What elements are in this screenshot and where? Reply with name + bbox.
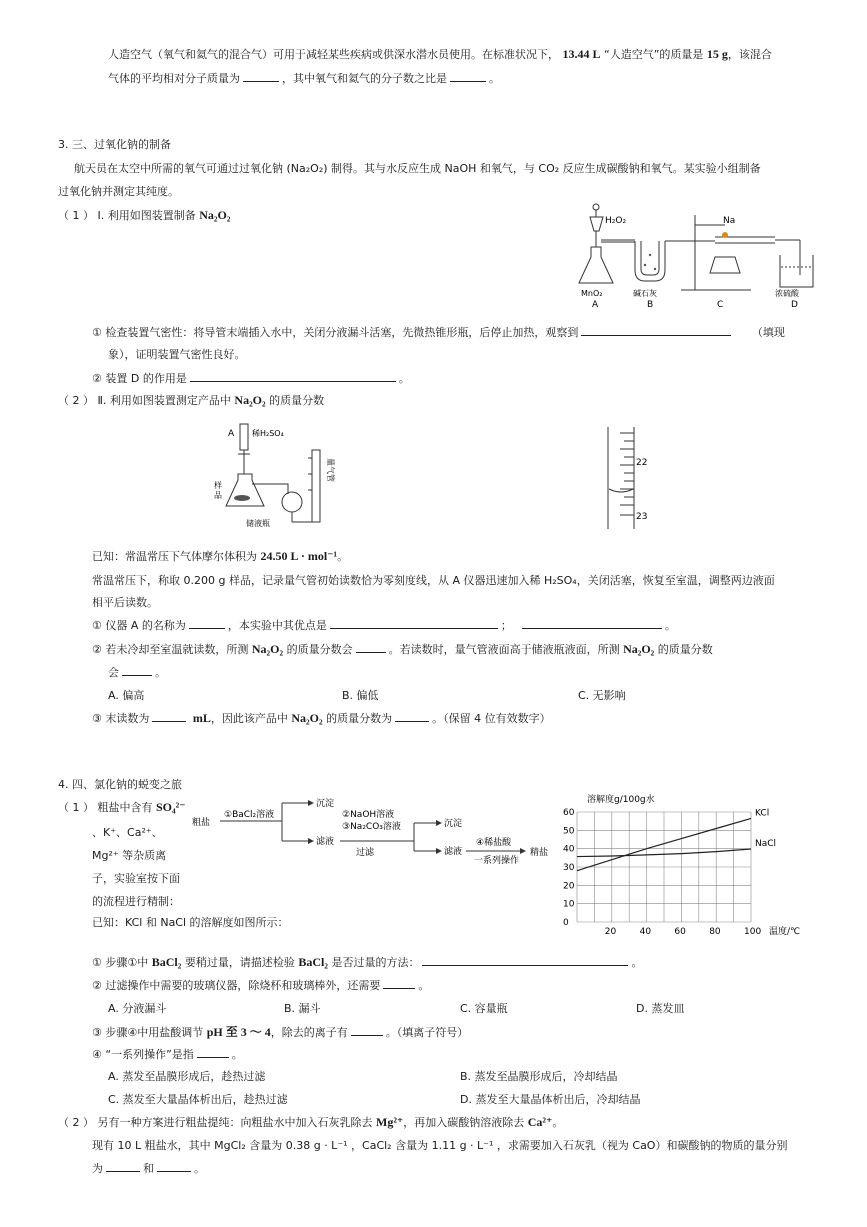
- step-text: 步骤④中用盐酸调节: [105, 1026, 204, 1039]
- part-text: 另有一种方案进行粗盐提纯：向粗盐水中加入石灰乳除去: [97, 1116, 373, 1129]
- q4-part2-line1: [58, 1114, 563, 1130]
- q3-part2-title: [58, 392, 324, 408]
- q3-intro-2: 过氧化钠并测定其纯度。: [58, 185, 179, 198]
- flow-precipitate-1: 沉淀: [316, 799, 335, 809]
- step-text: 步骤①中: [105, 956, 149, 969]
- step-text: ，除去的离子有: [270, 1026, 348, 1039]
- gas-burette: [312, 450, 320, 522]
- y-tick-label: 20: [563, 881, 575, 892]
- intro-line-2: [108, 70, 500, 86]
- purification-flow-diagram: [190, 795, 560, 865]
- step-number: ②: [92, 372, 102, 385]
- y-tick-label: 10: [563, 899, 575, 910]
- answer-blank[interactable]: [522, 617, 662, 629]
- step-number: ①: [92, 956, 102, 969]
- x-tick-label: 100: [744, 927, 762, 937]
- q3-step-1-cont: 象），证明装置气密性良好。: [108, 348, 246, 361]
- flask-shape: [579, 247, 613, 283]
- answer-blank[interactable]: [106, 1160, 140, 1172]
- q4-step-1: [92, 954, 642, 970]
- chart-ticks: [563, 808, 761, 937]
- step-text: 的质量分数会: [286, 643, 353, 656]
- y-tick-label: 60: [563, 808, 575, 818]
- y-tick-label: 30: [563, 863, 575, 873]
- label-gas-burette: 量气管: [326, 458, 335, 482]
- step-number: ②: [92, 643, 102, 656]
- reaction-flask: [226, 474, 264, 506]
- flow-filter: 过滤: [356, 848, 375, 858]
- answer-blank[interactable]: [190, 370, 396, 382]
- punct: 。: [552, 1116, 564, 1129]
- part-text: 为: [92, 1162, 103, 1175]
- q3-part1-title: [58, 207, 230, 223]
- step-number: ①: [92, 619, 102, 632]
- flow-precipitate-2: 沉淀: [444, 819, 463, 829]
- q3-step-2: [92, 370, 410, 386]
- answer-blank[interactable]: [383, 977, 415, 989]
- q4-step-3: [92, 1023, 468, 1040]
- step-text: 的质量分数: [657, 643, 713, 656]
- volume-value: 13.44 L: [562, 47, 601, 61]
- flow-step-2: ②NaOH溶液: [342, 810, 395, 820]
- q4-known: 已知：KCl 和 NaCl 的溶解度如图所示：: [92, 916, 289, 929]
- ion-sulfate: SO₄²⁻: [156, 800, 186, 814]
- part-label: （ 1 ）: [58, 209, 94, 222]
- step-number: ③: [92, 1026, 102, 1039]
- punct: 。: [231, 1048, 243, 1061]
- q4-part1-line3: Mg²⁺ 等杂质离: [92, 849, 167, 862]
- label-D: D: [791, 300, 798, 310]
- punct: 。: [631, 956, 643, 969]
- flow-step-4: ④稀盐酸: [476, 838, 512, 848]
- step-text: 。（保留: [432, 712, 471, 725]
- step-text: 的质量分数为: [326, 712, 393, 725]
- flow-step-3: ③Na₂CO₃溶液: [342, 822, 401, 832]
- punct: 。: [337, 550, 349, 563]
- step-number: ②: [92, 979, 102, 992]
- q4-s2-option-c[interactable]: C. 容量瓶: [460, 1002, 508, 1015]
- q4-s4-option-c[interactable]: C. 蒸发至大量晶体析出后，趁热过滤: [108, 1093, 288, 1106]
- q3-option-a[interactable]: A. 偏高: [108, 689, 145, 702]
- step-number: ③: [92, 712, 102, 725]
- label-sample: 品: [214, 491, 222, 500]
- formula: Na₂O₂: [234, 393, 266, 407]
- label-C: C: [717, 300, 724, 310]
- formula: Na₂O₂: [251, 642, 284, 656]
- flow-filtrate-1: 滤液: [316, 837, 335, 847]
- y-tick-label: 0: [563, 918, 569, 928]
- answer-blank[interactable]: [395, 710, 429, 722]
- funnel-shape: [590, 217, 603, 231]
- known-text: 已知：常温常压下气体摩尔体积为: [92, 550, 257, 563]
- label-B: B: [647, 300, 654, 310]
- label-na: Na: [723, 216, 736, 226]
- punct: 。: [489, 72, 500, 85]
- step-text: 末读数为: [105, 712, 150, 725]
- part-text: 粗盐中含有: [97, 801, 153, 814]
- answer-blank[interactable]: [356, 641, 386, 653]
- punct: 。: [664, 619, 676, 632]
- apparatus-2-diagram: [214, 418, 350, 533]
- q3-intro-1: 航天员在太空中所需的氧气可通过过氧化钠 (Na₂O₂) 制得。其与水反应生成 NaOH 和氧气，与 CO₂ 反应生成碳酸钠和氧气。某实验小组制备: [74, 162, 761, 175]
- step-text: 检查装置气密性：将导管末端插入水中，关闭分液漏斗活塞，先微热锥形瓶，后停止加热，观察到: [105, 326, 579, 339]
- x-tick-label: 20: [604, 927, 617, 937]
- q3-question-2: [92, 641, 713, 657]
- q4-part1-line1: [58, 799, 186, 815]
- q4-part1-line2: 、K⁺、Ca²⁺、: [92, 826, 163, 839]
- chart-series: [577, 808, 776, 870]
- step-text: （填现: [751, 326, 785, 339]
- part-title: Ⅱ. 利用如图装置测定产品中: [97, 394, 231, 407]
- apparatus-1-diagram: [575, 195, 815, 310]
- step-text: 会: [108, 666, 119, 679]
- x-tick-label: 80: [709, 927, 721, 937]
- step-text: 4 位有效数字）: [474, 712, 551, 725]
- intro-text: ，该混合: [727, 48, 772, 61]
- beaker-shape: [780, 255, 813, 287]
- q4-part1-line4: 子，实验室按下面: [92, 872, 180, 885]
- step-text: ，本实验中其优点是: [227, 619, 327, 632]
- q3-step-1: [92, 324, 785, 340]
- punct: 。: [398, 372, 410, 385]
- q4-part2-line2: 现有 10 L 粗盐水，其中 MgCl₂ 含量为 0.38 g · L⁻¹ ，CaCl₂ 含量为 1.11 g · L⁻¹ ，求需要加入石灰乳（视为 CaO）和碳酸钠的物质的量分别: [92, 1139, 788, 1152]
- q4-heading: 4. 四、氯化钠的蜕变之旅: [58, 778, 182, 791]
- label-sample: 样: [214, 481, 222, 490]
- flow-step-1: ①BaCl₂溶液: [224, 810, 275, 820]
- label-A: A: [592, 300, 599, 310]
- label-h2o2: H₂O₂: [605, 216, 627, 226]
- chart-grid: [577, 812, 751, 922]
- answer-blank[interactable]: [152, 710, 186, 722]
- step-text: 装置 D 的作用是: [105, 372, 187, 385]
- part-title: 的质量分数: [269, 394, 325, 407]
- punct: 。: [194, 1162, 205, 1175]
- answer-blank[interactable]: [422, 954, 628, 966]
- punct: 。: [155, 666, 166, 679]
- intro-text: ，其中氧气和氦气的分子数之比是: [282, 72, 447, 85]
- q4-s2-option-a[interactable]: A. 分液漏斗: [108, 1002, 167, 1015]
- formula: BaCl₂: [151, 955, 182, 969]
- burner-shape: [710, 257, 740, 273]
- formula: Na₂O₂: [291, 711, 323, 725]
- q3-question-2-cont: [108, 664, 166, 680]
- formula: Na₂O₂: [199, 208, 231, 222]
- punct: ；: [500, 619, 512, 632]
- q4-s2-option-b[interactable]: B. 漏斗: [284, 1002, 321, 1015]
- flow-refined-salt: 精盐: [530, 848, 549, 858]
- q4-step-2: [92, 977, 429, 993]
- answer-blank[interactable]: [581, 324, 731, 336]
- label-conc-acid: 浓硫酸: [775, 289, 799, 298]
- intro-text: 气体的平均相对分子质量为: [108, 72, 240, 85]
- label-mno2: MnO₂: [581, 289, 603, 298]
- answer-blank[interactable]: [450, 70, 486, 82]
- step-text: 仪器 A 的名称为: [105, 619, 186, 632]
- y-tick-label: 50: [563, 826, 575, 837]
- q3-question-3: [92, 710, 551, 726]
- q4-s4-option-a[interactable]: A. 蒸发至晶膜形成后，趁热过滤: [108, 1070, 266, 1083]
- q4-s4-option-b[interactable]: B. 蒸发至晶膜形成后，冷却结晶: [460, 1070, 618, 1083]
- step-text: 若未冷却至室温就读数，所测: [105, 643, 249, 656]
- punct: 。: [418, 979, 430, 992]
- answer-blank[interactable]: [243, 70, 279, 82]
- part-title: Ⅰ. 利用如图装置制备: [97, 209, 196, 222]
- formula: Na₂O₂: [623, 642, 655, 656]
- label-A: A: [228, 429, 235, 439]
- solubility-chart: [545, 790, 815, 940]
- funnel-body: [240, 424, 248, 450]
- q3-heading: 3. 三、过氧化钠的制备: [58, 138, 171, 151]
- y-tick-label: 40: [563, 844, 575, 855]
- burette-mark-22: 22: [636, 458, 648, 468]
- answer-blank[interactable]: [351, 1024, 383, 1036]
- intro-text: “人造空气”的质量是: [604, 48, 704, 61]
- ph-range: pH 至 3 ～ 4: [206, 1025, 271, 1039]
- step-text: 要稍过量，请描述检验: [184, 956, 295, 969]
- step-text: 。（填离子符号）: [385, 1026, 469, 1039]
- step-text: 。若读数时，量气管液面高于储液瓶液面，所测: [388, 643, 620, 656]
- q3-procedure-2: 相平后读数。: [92, 596, 158, 609]
- q3-option-b[interactable]: B. 偏低: [342, 689, 379, 702]
- ion-magnesium: Mg²⁺: [376, 1115, 404, 1129]
- answer-blank[interactable]: [157, 1160, 191, 1172]
- part-label: （ 1 ）: [58, 801, 94, 814]
- intro-text: 人造空气（氧气和氦气的混合气）可用于减轻某些疾病或供深水潜水员使用。在标准状况下，: [108, 48, 559, 61]
- flow-filtrate-2: 滤液: [444, 847, 463, 857]
- label-dilute-acid: 稀H₂SO₄: [252, 429, 284, 438]
- flow-step-5: 一系列操作: [474, 856, 520, 866]
- label-reservoir: 储液瓶: [246, 519, 270, 528]
- series-label-nacl: NaCl: [755, 839, 777, 850]
- ion-calcium: Ca²⁺: [527, 1115, 553, 1129]
- chart-x-axis-label: 温度/℃: [769, 927, 801, 937]
- answer-blank[interactable]: [122, 664, 152, 676]
- mass-value: 15 g: [706, 47, 728, 61]
- step-text: 过滤操作中需要的玻璃仪器，除烧杯和玻璃棒外，还需要: [105, 979, 381, 992]
- part-text: ，再加入碳酸钠溶液除去: [403, 1116, 525, 1129]
- unit: mL: [192, 711, 211, 725]
- q4-part2-line3: [92, 1160, 205, 1176]
- answer-blank[interactable]: [189, 617, 225, 629]
- step-number: ④: [92, 1048, 102, 1061]
- burette-reading-diagram: [606, 425, 666, 531]
- step-text: “一系列操作”是指: [105, 1048, 194, 1061]
- answer-blank[interactable]: [197, 1046, 229, 1058]
- part-label: （ 2 ）: [58, 394, 94, 407]
- series-label-kcl: KCl: [755, 808, 770, 819]
- q4-s4-option-d[interactable]: D. 蒸发至大量晶体析出后，冷却结晶: [460, 1093, 641, 1106]
- step-number: ①: [92, 326, 102, 339]
- part-label: （ 2 ）: [58, 1116, 94, 1129]
- q4-step-4: [92, 1046, 243, 1062]
- molar-volume: 24.50 L · mol⁻¹: [260, 549, 338, 563]
- x-tick-label: 60: [674, 927, 686, 937]
- x-tick-label: 40: [639, 927, 652, 937]
- part-text: 和: [143, 1162, 154, 1175]
- label-soda-lime: 碱石灰: [633, 289, 657, 298]
- step-text: 是否过量的方法：: [331, 956, 420, 969]
- step-text: ，因此该产品中: [210, 712, 288, 725]
- q3-option-c[interactable]: C. 无影响: [578, 689, 626, 702]
- q4-s2-option-d[interactable]: D. 蒸发皿: [636, 1002, 685, 1015]
- burette-mark-23: 23: [636, 512, 648, 522]
- q4-part1-line5: 的流程进行精制：: [92, 895, 180, 908]
- intro-line-1: [108, 46, 772, 62]
- q3-known: [92, 548, 348, 564]
- formula: BaCl₂: [298, 955, 328, 969]
- answer-blank[interactable]: [330, 617, 498, 629]
- q3-question-1: [92, 617, 676, 633]
- q3-procedure-1: 常温常压下，称取 0.200 g 样品，记录量气管初始读数恰为零刻度线，从 A 仪器迅速加入稀 H₂SO₄，关闭活塞，恢复至室温，调整两边液面: [92, 574, 775, 587]
- chart-title: 溶解度g/100g水: [587, 795, 655, 805]
- flow-crude-salt: 粗盐: [192, 818, 211, 828]
- reservoir-bottle: [282, 492, 302, 512]
